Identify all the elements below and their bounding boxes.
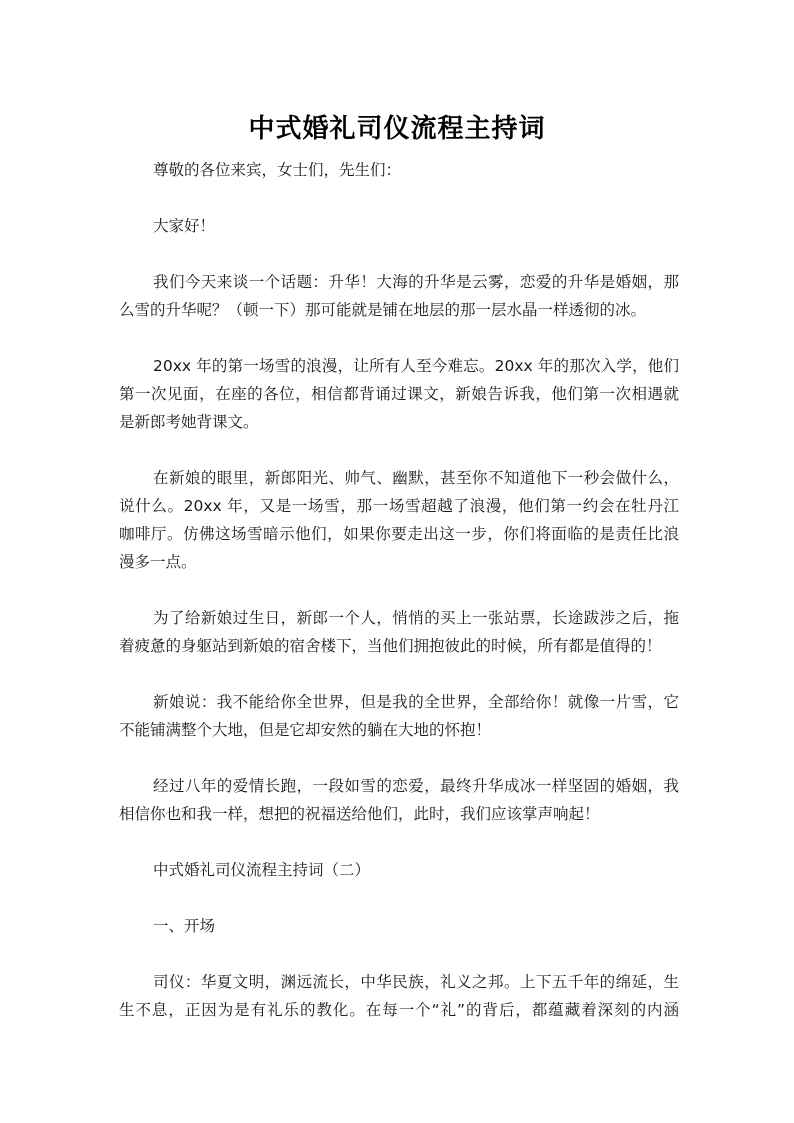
paragraph-line: 着疲惫的身躯站到新娘的宿舍楼下，当他们拥抱彼此的时候，所有都是值得的！ (119, 637, 662, 655)
paragraph (119, 604, 679, 660)
paragraph-line: 在新娘的眼里，新郎阳光、帅气、幽默，甚至你不知道他下一秒会做什么， (153, 469, 679, 487)
paragraph-line: 第一次见面，在座的各位，相信都背诵过课文，新娘告诉我，他们第一次相遇就 (119, 385, 679, 403)
paragraph-line: 大家好！ (153, 217, 216, 235)
document-body (119, 156, 679, 1052)
paragraph (119, 156, 679, 184)
paragraph-line: 漫多一点。 (119, 553, 197, 571)
paragraph (119, 688, 679, 744)
paragraph-line: 说什么。20xx 年，又是一场雪，那一场雪超越了浪漫，他们第一约会在牡丹江 (119, 497, 679, 515)
paragraph (119, 856, 679, 884)
paragraph (119, 212, 679, 240)
paragraph-line: 不能铺满整个大地，但是它却安然的躺在大地的怀抱！ (119, 721, 492, 739)
paragraph-line: 咖啡厅。仿佛这场雪暗示他们，如果你要走出这一步，你们将面临的是责任比浪 (119, 525, 679, 543)
paragraph (119, 968, 679, 1024)
paragraph (119, 772, 679, 828)
paragraph-line: 新娘说：我不能给你全世界，但是我的全世界，全部给你！就像一片雪，它 (153, 693, 679, 711)
paragraph (119, 464, 679, 576)
paragraph-line: 中式婚礼司仪流程主持词（二） (153, 861, 371, 879)
paragraph-line: 经过八年的爱情长跑，一段如雪的恋爱，最终升华成冰一样坚固的婚姻，我 (153, 777, 679, 795)
paragraph-line: 我们今天来谈一个话题：升华！大海的升华是云雾，恋爱的升华是婚姻，那 (153, 273, 679, 291)
paragraph-line: 20xx 年的第一场雪的浪漫，让所有人至今难忘。20xx 年的那次入学，他们 (153, 357, 679, 375)
paragraph (119, 912, 679, 940)
paragraph-line: 相信你也和我一样，想把的祝福送给他们，此时，我们应该掌声响起！ (119, 805, 600, 823)
paragraph-line: 生不息，正因为是有礼乐的教化。在每一个“礼”的背后，都蕴藏着深刻的内涵 (119, 1001, 679, 1019)
paragraph-line: 尊敬的各位来宾，女士们，先生们： (153, 161, 402, 179)
document-title: 中式婚礼司仪流程主持词 (248, 114, 546, 144)
paragraph-line: 为了给新娘过生日，新郎一个人，悄悄的买上一张站票，长途跋涉之后，拖 (153, 609, 679, 627)
paragraph (119, 352, 679, 436)
paragraph-line: 么雪的升华呢？（顿一下）那可能就是铺在地层的那一层水晶一样透彻的冰。 (119, 301, 647, 319)
paragraph-line: 一、开场 (153, 917, 216, 935)
paragraph-line: 司仪：华夏文明，渊远流长，中华民族，礼义之邦。上下五千年的绵延，生 (153, 973, 679, 991)
paragraph (119, 268, 679, 324)
paragraph-line: 是新郎考她背课文。 (119, 413, 259, 431)
